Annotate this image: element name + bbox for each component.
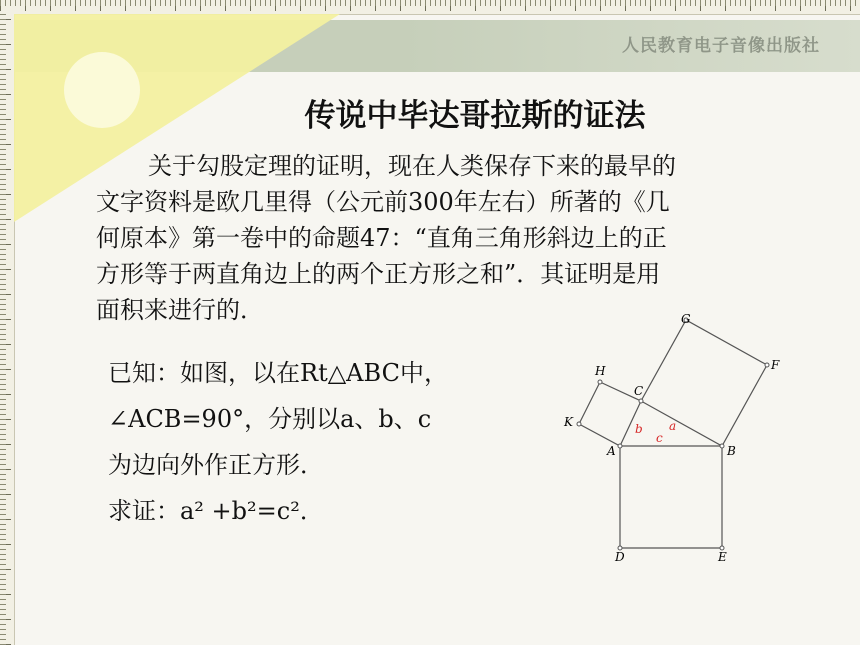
label-E: E [718, 550, 727, 564]
label-G: G [681, 312, 691, 326]
label-B: B [727, 444, 736, 458]
square-b [579, 382, 644, 446]
label-D: D [615, 550, 625, 564]
decorative-circle [64, 52, 140, 128]
given-line: 为边向外作正方形． [108, 451, 324, 479]
label-H: H [595, 364, 606, 378]
given-line: 已知：如图，以在Rt△ABC中， [108, 359, 448, 387]
given-block [108, 350, 528, 534]
label-side-b: b [635, 422, 643, 436]
square-c [620, 446, 722, 548]
paragraph-line: 关于勾股定理的证明，现在人类保存下来的最早的 [148, 152, 676, 180]
square-a [641, 320, 767, 446]
pythagoras-figure [555, 305, 795, 575]
label-side-a: a [669, 419, 677, 433]
label-C: C [634, 384, 644, 398]
given-line: ∠ACB=90°，分别以a、b、c [108, 405, 432, 433]
label-side-c: c [656, 431, 663, 445]
label-A: A [607, 444, 616, 458]
paragraph-line: 面积来进行的． [96, 296, 264, 324]
slide-title: 传说中毕达哥拉斯的证法 [304, 98, 646, 134]
paragraph-line: 文字资料是欧几里得（公元前300年左右）所著的《几 [96, 188, 670, 216]
prove-line: 求证：a² +b²=c²． [108, 497, 324, 525]
paragraph-line: 方形等于两直角边上的两个正方形之和”．其证明是用 [96, 260, 661, 288]
intro-paragraph [96, 148, 796, 328]
label-K: K [564, 415, 573, 429]
label-F: F [771, 358, 780, 372]
paragraph-line: 何原本》第一卷中的命题47：“直角三角形斜边上的正 [96, 224, 667, 252]
publisher-logo: 人民教育电子音像出版社 [622, 36, 820, 56]
